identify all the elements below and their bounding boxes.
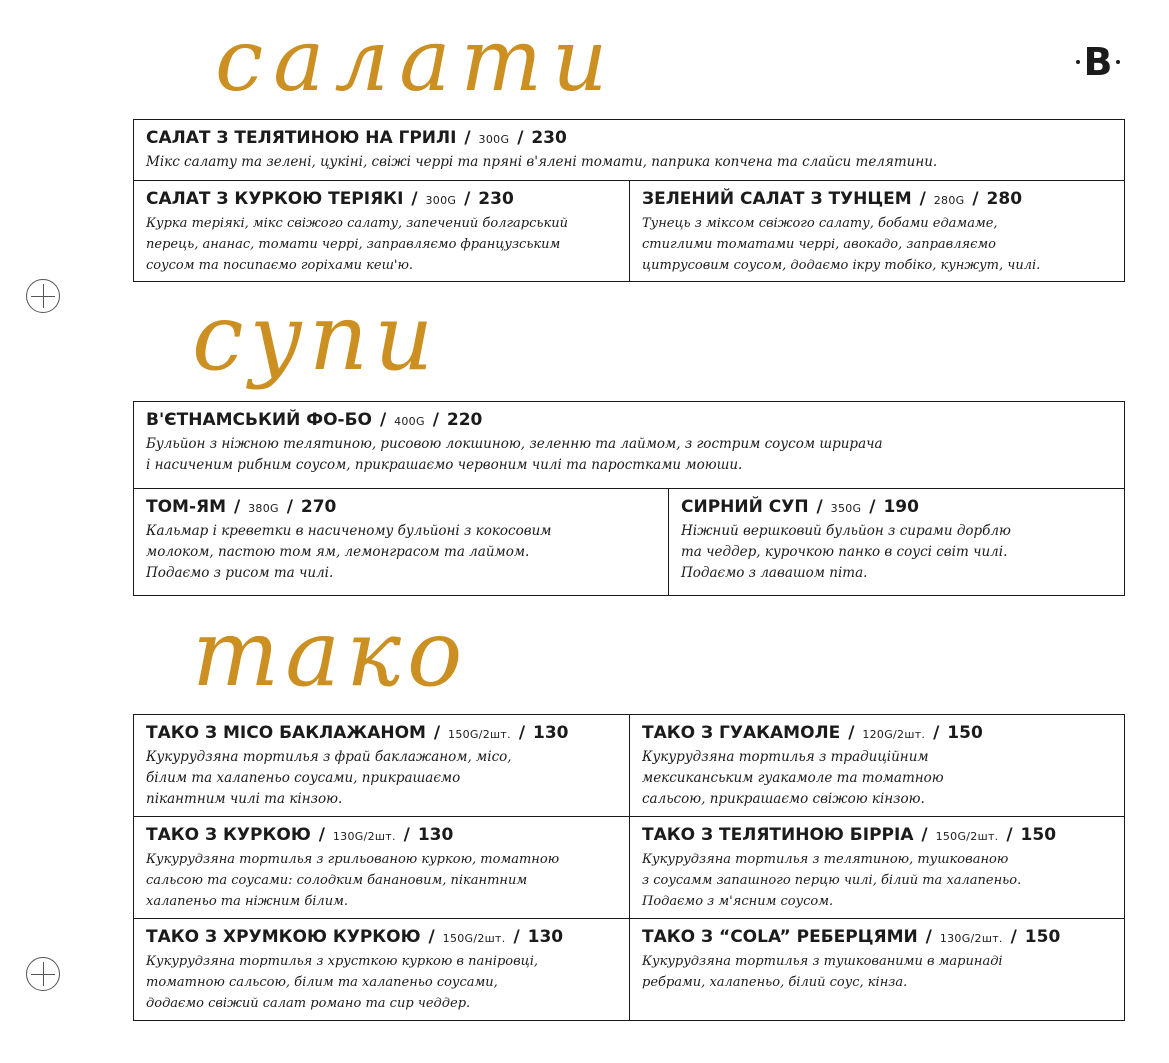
item-name: САЛАТ З КУРКОЮ ТЕРІЯКІ — [146, 189, 404, 209]
item-description: Кукурудзяна тортилья з телятиною, тушкованою з соусамм запашного перцю чилі, білий та халапеньо. Подаємо з м'ясним соусом. — [642, 852, 1022, 909]
item-weight: 380G — [248, 502, 279, 515]
menu-row — [134, 489, 1124, 595]
item-price: 190 — [883, 497, 919, 517]
item-description: Бульйон з ніжною телятиною, рисовою локшиною, зеленню та лаймом, з гострим соусом шрирача і насиченим рибним соусом, прикрашаємо червоним чилі та паростками моюши. — [146, 436, 883, 473]
menu-row — [134, 120, 1124, 181]
menu-item-guacamole-taco — [629, 715, 1124, 816]
item-heading: САЛАТ З ТЕЛЯТИНОЮ НА ГРИЛІ / 300G / 230 — [146, 128, 567, 148]
item-name: ТАКО З ХРУМКОЮ КУРКОЮ — [146, 927, 421, 947]
item-description: Кукурудзяна тортилья з фрай баклажаном, місо, білим та халапеньо соусами, прикрашаємо пікантним чилі та кінзою. — [146, 749, 512, 807]
section-title-soups: супи — [192, 284, 440, 391]
menu-item-miso-eggplant-taco — [134, 715, 629, 816]
section-title-tacos: тако — [192, 600, 469, 707]
item-description: Кукурудзяна тортилья з хрусткою куркою в паніровці, томатною сальсою, білим та халапеньо соусами, додаємо свіжий салат романо та сир чеддер. — [146, 954, 539, 1011]
menu-item-cola-ribs-taco — [629, 919, 1124, 1020]
item-heading: ТАКО З ТЕЛЯТИНОЮ БІРРІА / 150G/2шт. / 150 — [642, 825, 1057, 845]
menu-item-grilled-veal-salad — [134, 120, 1124, 180]
item-price: 220 — [446, 410, 483, 430]
registration-mark-icon — [26, 279, 60, 313]
salads-menu-table — [133, 119, 1125, 282]
item-weight: 130G/2шт. — [332, 830, 396, 843]
item-price: 150 — [1024, 927, 1061, 947]
item-price: 270 — [300, 497, 337, 517]
item-weight: 130G/2шт. — [939, 932, 1003, 945]
menu-item-tuna-green-salad — [629, 181, 1124, 281]
item-name: САЛАТ З ТЕЛЯТИНОЮ НА ГРИЛІ — [146, 128, 457, 148]
item-price: 130 — [417, 825, 454, 845]
item-description: Мікс салату та зелені, цукіні, свіжі черрі та пряні в'ялені томати, паприка копчена та слайси телятини. — [146, 154, 938, 170]
menu-item-tom-yum — [134, 489, 668, 595]
item-price: 130 — [527, 927, 564, 947]
item-heading: ТАКО З ГУАКАМОЛЕ / 120G/2шт. / 150 — [642, 723, 983, 743]
menu-item-teriyaki-chicken-salad — [134, 181, 629, 281]
menu-row — [134, 715, 1124, 817]
item-description: Кукурудзяна тортилья з грильованою куркою, томатною сальсою та соусами: солодким банановим, пікантним халапеньо та ніжним білим. — [146, 852, 560, 909]
menu-item-chicken-taco — [134, 817, 629, 918]
logo-dot-left — [1076, 60, 1080, 64]
item-heading: ТАКО З КУРКОЮ / 130G/2шт. / 130 — [146, 825, 454, 845]
item-price: 150 — [947, 723, 983, 743]
menu-row — [134, 919, 1124, 1020]
item-heading: ТАКО З ХРУМКОЮ КУРКОЮ / 150G/2шт. / 130 — [146, 927, 564, 947]
menu-item-veal-birria-taco — [629, 817, 1124, 918]
item-description: Курка теріякі, мікс свіжого салату, запечений болгарський перець, ананас, томати черрі, заправляємо французським соусом та посипаємо горіхами кеш'ю. — [146, 216, 568, 273]
item-description: Кукурудзяна тортилья з традиційним мексиканським гуакамоле та томатною сальсою, прикрашаємо свіжою кінзою. — [642, 749, 944, 807]
logo-dot-right — [1116, 60, 1120, 64]
item-name: ТАКО З “COLA” РЕБЕРЦЯМИ — [642, 927, 918, 947]
item-weight: 400G — [394, 415, 425, 428]
registration-mark-icon — [26, 957, 60, 991]
item-name: ТАКО З КУРКОЮ — [146, 825, 311, 845]
item-name: ТАКО З МІСО БАКЛАЖАНОМ — [146, 723, 426, 743]
item-price: 230 — [478, 189, 514, 209]
menu-row — [134, 402, 1124, 489]
item-description: Кальмар і креветки в насиченому бульйоні з кокосовим молоком, пастою том ям, лемонграсом та лаймом. Подаємо з рисом та чилі. — [146, 523, 552, 581]
item-name: В'ЄТНАМСЬКИЙ ФО-БО — [146, 410, 373, 430]
item-weight: 120G/2шт. — [862, 728, 926, 741]
item-heading: ТАКО З “COLA” РЕБЕРЦЯМИ / 130G/2шт. / 150 — [642, 927, 1061, 947]
item-name: ЗЕЛЕНИЙ САЛАТ З ТУНЦЕМ — [642, 189, 912, 209]
tacos-menu-table — [133, 714, 1125, 1021]
item-weight: 150G/2шт. — [442, 932, 506, 945]
item-weight: 280G — [933, 194, 965, 207]
item-name: ТАКО З ГУАКАМОЛЕ — [642, 723, 841, 743]
item-weight: 150G/2шт. — [448, 728, 511, 741]
item-price: 130 — [532, 723, 569, 743]
menu-row — [134, 181, 1124, 281]
item-weight: 150G/2шт. — [935, 830, 999, 843]
item-name: ТОМ-ЯМ — [146, 497, 227, 517]
item-heading: САЛАТ З КУРКОЮ ТЕРІЯКІ / 300G / 230 — [146, 189, 514, 209]
item-heading: ЗЕЛЕНИЙ САЛАТ З ТУНЦЕМ / 280G / 280 — [642, 189, 1023, 209]
item-heading: ТАКО З МІСО БАКЛАЖАНОМ / 150G/2шт. / 130 — [146, 723, 569, 743]
section-title-salads: салати — [215, 11, 618, 111]
menu-item-cheese-soup — [668, 489, 1124, 595]
item-weight: 300G — [478, 133, 510, 146]
menu-item-pho-bo — [134, 402, 1124, 488]
item-price: 280 — [986, 189, 1023, 209]
item-weight: 300G — [425, 194, 457, 207]
brand-logo — [1068, 40, 1128, 84]
item-name: СИРНИЙ СУП — [681, 497, 809, 517]
item-description: Тунець з міксом свіжого салату, бобами едамаме, стиглими томатами черрі, авокадо, заправляємо цитрусовим соусом, додаємо ікру тобіко, кунжут, чилі. — [642, 216, 1041, 273]
item-heading: ТОМ-ЯМ / 380G / 270 — [146, 497, 337, 517]
item-description: Ніжний вершковий бульйон з сирами дорблю та чеддер, курочкою панко в соусі світ чилі. Подаємо з лавашом піта. — [681, 523, 1011, 581]
logo-letter: B — [1083, 40, 1113, 84]
item-heading: В'ЄТНАМСЬКИЙ ФО-БО / 400G / 220 — [146, 410, 483, 430]
item-heading: СИРНИЙ СУП / 350G / 190 — [681, 497, 919, 517]
item-price: 230 — [531, 128, 567, 148]
menu-item-crispy-chicken-taco — [134, 919, 629, 1020]
menu-row — [134, 817, 1124, 919]
soups-menu-table — [133, 401, 1125, 596]
item-name: ТАКО З ТЕЛЯТИНОЮ БІРРІА — [642, 825, 914, 845]
item-description: Кукурудзяна тортилья з тушкованими в маринаді ребрами, халапеньо, білий соус, кінза. — [642, 954, 1003, 990]
item-weight: 350G — [830, 502, 862, 515]
item-price: 150 — [1020, 825, 1057, 845]
